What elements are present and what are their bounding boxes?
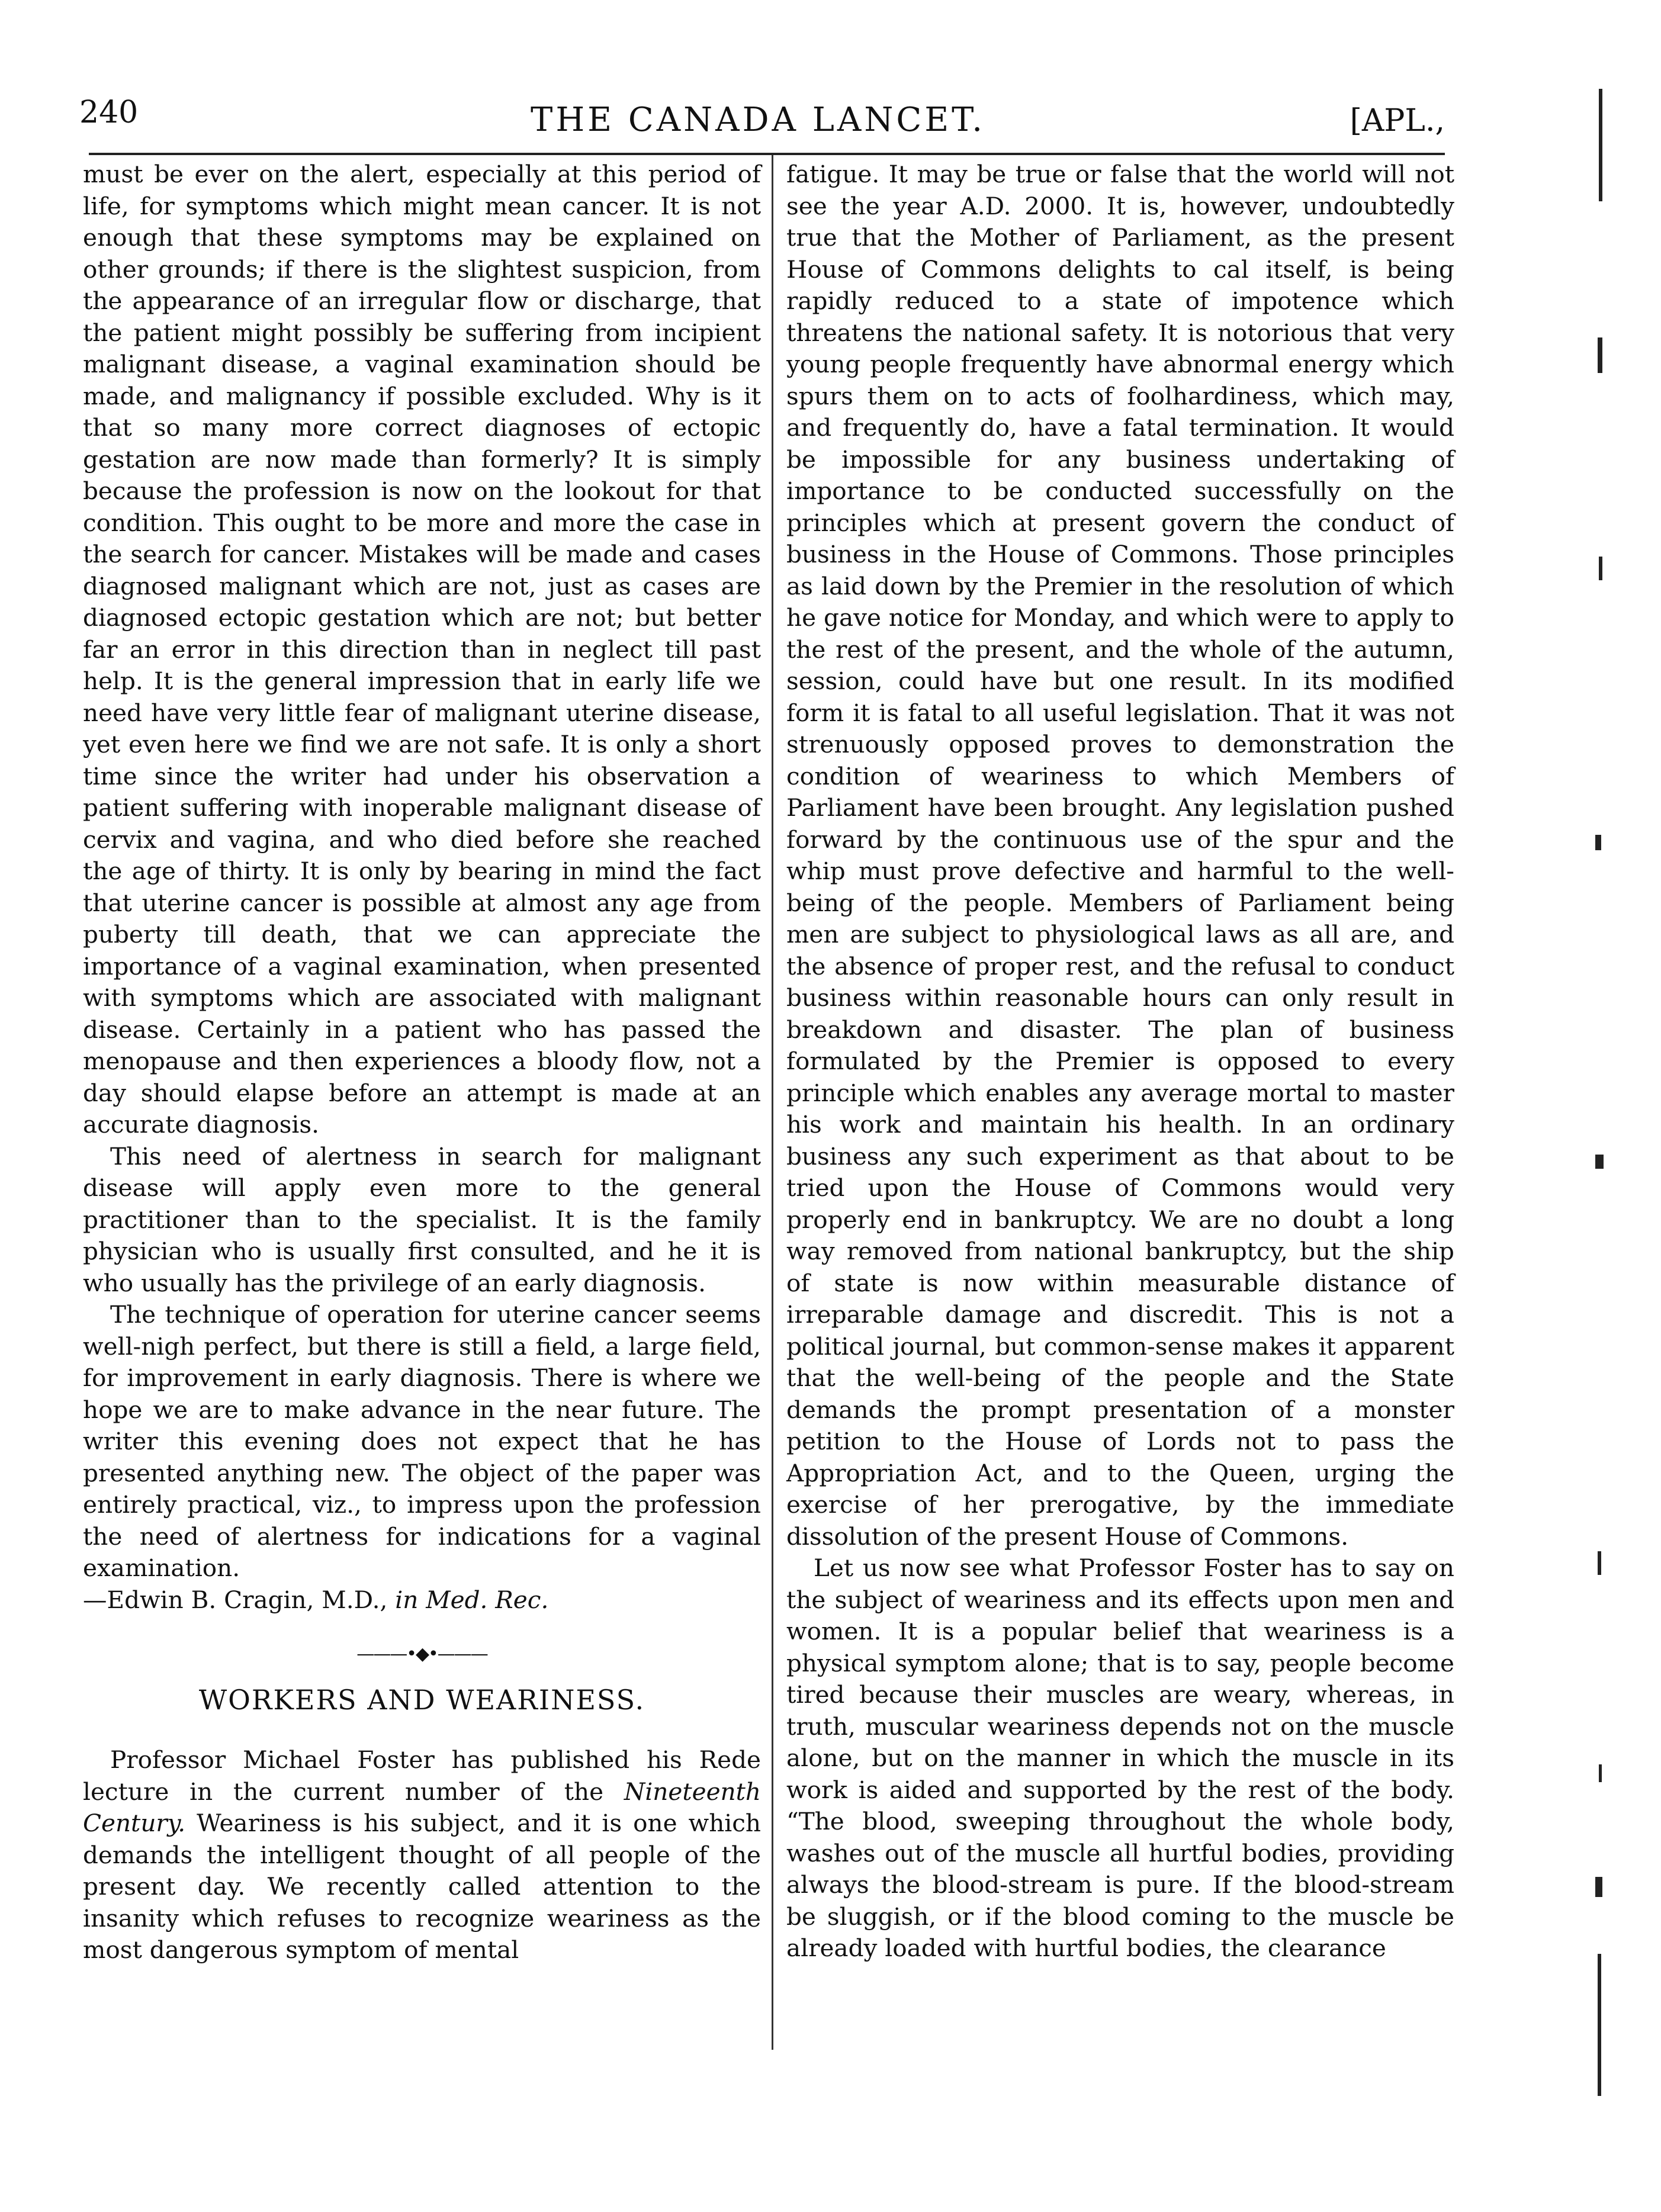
- paragraph-text: Professor Michael Foster has published his Rede lecture in the current number of the: [83, 1745, 761, 1806]
- paragraph-text: It is, however, undoubtedly true that the Mother of Parliament, as the present House of Commons delights to cal itself, is being rapidly reduced to a state of impotence which threatens the national safety. It is notorious that very young people frequently have abnormal energy which spurs them on to acts of foolhardiness, which may, and frequently do, have a fatal termination. It would be impossible for any business undertaking of importance to be conducted successfully on the principles which at present govern the conduct of business in the House of Commons. Those principles as laid down by the Premier in the resolution of which he gave notice for Monday, and which were to apply to the rest of the present, and the whole of the autumn, session, could have but one result. In its modified form it is fatal to all useful legislation. That it was not strenuously opposed proves to demonstration the condition of weariness to which Members of Parliament have been brought. Any legislation pushed forward by the continuous use of the spur and the whip must prove defective and harmful to the well-being of the people. Members of Parliament being men are subject to physiological laws as all are, and the absence of proper rest, and the refusal to conduct business within reasonable hours can only result in breakdown and disaster. The plan of business formulated by the Premier is opposed to every principle which enables any average mortal to master his work and maintain his health. In an ordinary business any such experiment as that about to be tried upon the House of Commons would very properly end in bankruptcy. We are no doubt a long way removed from national bankruptcy, but the ship of state is now within measurable distance of irreparable damage and discredit. This is not a political journal, but common-sense makes it apparent that the well-being of the people and the State demands the prompt presentation of a monster petition to the House of Lords not to pass the Appropriation Act, and to the Queen, urging the exercise of her prerogative, by the immediate dissolution of the present House of Commons.: [786, 191, 1455, 1551]
- right-column: [786, 159, 1454, 1965]
- paragraph: [83, 1744, 761, 1966]
- column-divider: [772, 155, 773, 2050]
- paragraph-text: Weariness is his subject, and it is one which demands the intelligent thought of all people of the present day. We recently called attention to the insanity which refuses to recognize weariness as the most dangerous symptom of mental: [83, 1809, 762, 1964]
- paragraph: [83, 1299, 761, 1616]
- paragraph: [786, 159, 1454, 1552]
- attribution-source: in Med. Rec.: [395, 1585, 549, 1614]
- paragraph-text: The technique of operation for uterine cancer seems well-nigh perfect, but there is still a field, a large field, for improvement in early diagnosis. There is where we hope we are to make advance in the near future. The writer this evening does not expect that he has presented anything new. The object of the paper was entirely practical, viz., to impress upon the profession the need of alertness for indications for a vaginal examination.: [83, 1300, 761, 1582]
- page-number: 240: [79, 95, 139, 130]
- header-rule: [89, 153, 1445, 155]
- journal-title: Nineteenth Century.: [83, 1777, 761, 1837]
- paragraph: must be ever on the alert, especially at this period of life, for symptoms which might mean cancer. It is not enough that these symptoms may be explained on other grounds; if there is the slightest suspicion, from the appearance of an irregular flow or discharge, that the patient might possibly be suffering from incipient malignant disease, a vaginal examination should be made, and malignancy if possible excluded. Why is it that so many more correct diagnoses of ectopic gestation are now made than formerly? It is simply because the profession is now on the lookout for that condition. This ought to be more and more the case in the search for cancer. Mistakes will be made and cases diagnosed malignant which are not, just as cases are diagnosed ectopic gestation which are not; but better far an error in this direction than in neglect till past help. It is the general impression that in early life we need have very little fear of malignant uterine disease, yet even here we find we are not safe. It is only a short time since the writer had under his observation a patient suffering with inoperable malignant disease of cervix and vagina, and who died before she reached the age of thirty. It is only by bearing in mind the fact that uterine cancer is possible at almost any age from puberty till death, that we can appreciate the importance of a vaginal examination, when presented with symptoms which are associated with malignant disease. Certainly in a patient who has passed the menopause and then experiences a bloody flow, not a day should elapse before an attempt is made at an accurate diagnosis.: [83, 160, 761, 1139]
- left-column: [83, 159, 761, 1966]
- year-reference: A.D. 2000.: [960, 191, 1094, 220]
- page-header: [71, 95, 1445, 142]
- section-separator: ———•◆•———: [356, 1644, 487, 1664]
- attribution: —Edwin B. Cragin, M.D.,: [83, 1585, 388, 1614]
- section-title: WORKERS AND WEARINESS.: [198, 1683, 645, 1716]
- paragraph: Let us now see what Professor Foster has to say on the subject of weariness and its effects upon men and women. It is a popular belief that weariness is a physical symptom alone; that is to say, people become tired because their muscles are weary, whereas, in truth, muscular weariness depends not on the muscle alone, but on the manner in which the muscle in its work is aided and supported by the rest of the body. “The blood, sweeping throughout the whole body, washes out of the muscle all hurtful bodies, providing always the blood-stream is pure. If the blood-stream be sluggish, or if the blood coming to the muscle be already loaded with hurtful bodies, the clearance: [786, 1554, 1454, 1962]
- running-title: THE CANADA LANCET.: [530, 101, 985, 139]
- paragraph: This need of alertness in search for malignant disease will apply even more to the general practitioner than to the specialist. It is the family physician who is usually first consulted, and he it is who usually has the privilege of an early diagnosis.: [83, 1142, 761, 1297]
- scan-marks: [1587, 89, 1623, 2043]
- paragraph-text: fatigue. It may be true or false that the world will not see the year: [786, 160, 1454, 220]
- header-date: [APL.,: [1350, 103, 1445, 139]
